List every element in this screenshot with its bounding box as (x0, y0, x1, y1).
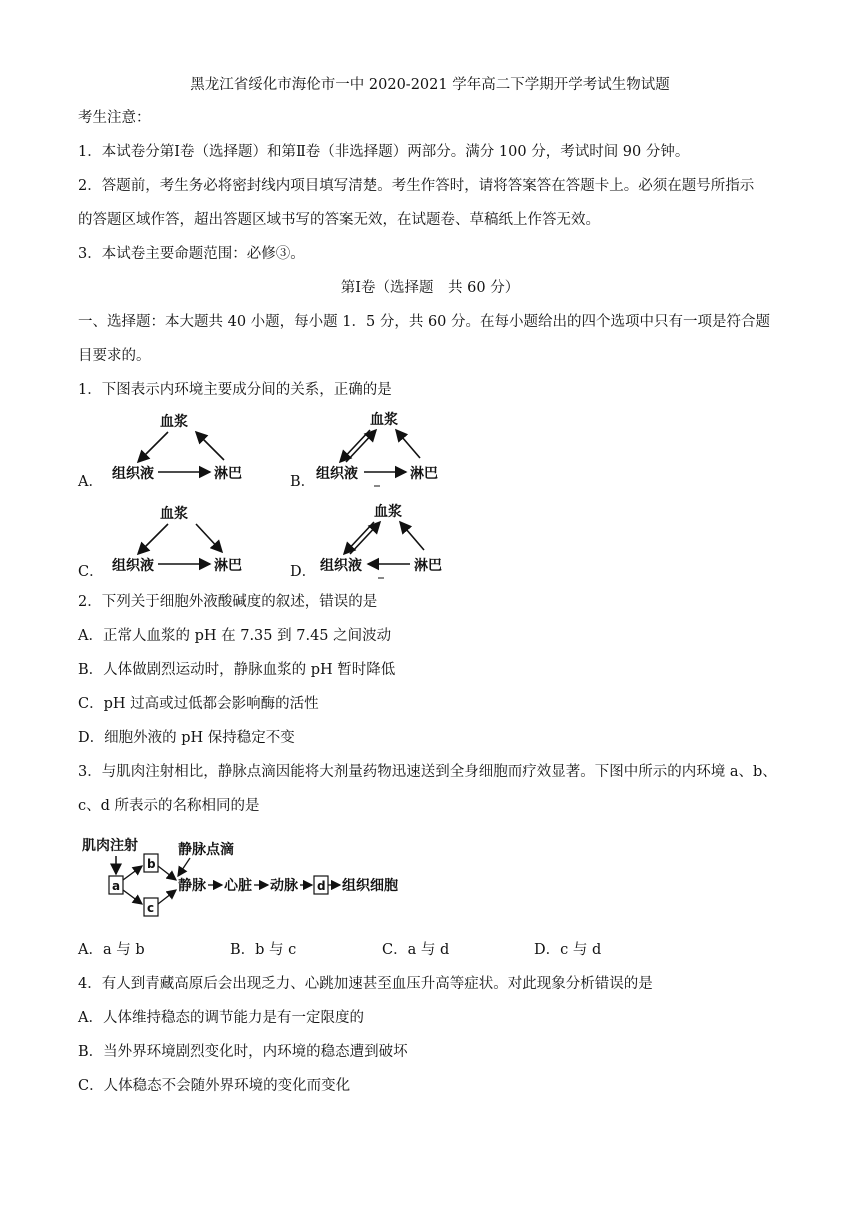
q1-diagram-c (112, 500, 252, 580)
label-vein: 静脉 (178, 878, 206, 894)
notice-item: 3．本试卷主要命题范围：必修③。 (78, 246, 305, 262)
label-injection: 肌肉注射 (82, 838, 138, 854)
q2-option-d: D．细胞外液的 pH 保持稳定不变 (78, 730, 295, 746)
label-drip: 静脉点滴 (178, 842, 234, 858)
arrow-tissue-to-plasma (350, 522, 380, 554)
label-plasma: 血浆 (160, 506, 188, 522)
q3-option-b: B．b 与 c (230, 942, 297, 958)
exam-title: 黑龙江省绥化市海伦市一中 2020-2021 学年高二下学期开学考试生物试题 (190, 77, 670, 93)
q1-diagram-a (112, 408, 252, 488)
arrow-tissue-to-plasma (346, 430, 376, 462)
label-a: a (112, 879, 121, 893)
label-lymph: 淋巴 (410, 466, 438, 482)
label-b: b (147, 857, 156, 871)
arrow-lymph-to-plasma (396, 430, 420, 458)
label-d: d (317, 879, 326, 893)
label-plasma: 血浆 (370, 412, 398, 428)
label-c: c (147, 901, 155, 915)
label-tissue: 组织液 (316, 466, 358, 482)
q3-option-d: D．c 与 d (534, 942, 602, 958)
arrow-plasma-to-tissue (138, 524, 168, 554)
q3-option-c: C．a 与 d (382, 942, 450, 958)
notice-item: 的答题区域作答，超出答题区域书写的答案无效，在试题卷、草稿纸上作答无效。 (78, 212, 600, 228)
q3-option-a: A．a 与 b (78, 942, 145, 958)
label-heart: 心脏 (224, 878, 252, 894)
q2-option-b: B．人体做剧烈运动时，静脉血浆的 pH 暂时降低 (78, 662, 396, 678)
section-title: 第Ⅰ卷（选择题 共 60 分） (340, 280, 520, 296)
arrow-lymph-to-plasma (400, 522, 424, 550)
q1-option-c-label: C． (78, 564, 104, 580)
question-1-stem: 1．下图表示内环境主要成分间的关系，正确的是 (78, 382, 392, 398)
notice-heading: 考生注意： (78, 110, 151, 126)
arrow-plasma-to-lymph (196, 524, 222, 552)
label-lymph: 淋巴 (414, 558, 442, 574)
label-artery: 动脉 (270, 878, 298, 894)
label-plasma: 血浆 (160, 414, 188, 430)
q2-option-c: C．pH 过高或过低都会影响酶的活性 (78, 696, 319, 712)
arrow-plasma-to-tissue (344, 522, 374, 554)
notice-item: 1．本试卷分第Ⅰ卷（选择题）和第Ⅱ卷（非选择题）两部分。满分 100 分，考试时间 90 分钟。 (78, 144, 690, 160)
arrow-lymph-to-plasma (196, 432, 224, 460)
label-lymph: 淋巴 (214, 466, 242, 482)
label-tissue: 组织液 (112, 466, 154, 482)
notice-item: 2．答题前，考生务必将密封线内项目填写清楚。考生作答时，请将答案答在答题卡上。必须在题号所指示 (78, 178, 755, 194)
q4-option-c: C．人体稳态不会随外界环境的变化而变化 (78, 1078, 351, 1094)
label-cells: 组织细胞 (342, 878, 398, 894)
q2-option-a: A．正常人血浆的 pH 在 7.35 到 7.45 之间波动 (78, 628, 392, 644)
arrow-plasma-to-tissue (138, 432, 168, 462)
question-3-stem: c、d 所表示的名称相同的是 (78, 798, 260, 814)
q4-option-b: B．当外界环境剧烈变化时，内环境的稳态遭到破坏 (78, 1044, 408, 1060)
label-tissue: 组织液 (112, 558, 154, 574)
q3-flow-diagram (82, 830, 412, 920)
q1-option-a-label: A． (78, 474, 103, 490)
section-instruction: 一、选择题：本大题共 40 小题，每小题 1．5 分，共 60 分。在每小题给出的四个选项中只有一项是符合题 (78, 314, 771, 330)
q1-diagram-b (316, 404, 446, 488)
q1-diagram-d (320, 496, 450, 580)
question-3-stem: 3．与肌肉注射相比，静脉点滴因能将大剂量药物迅速送到全身细胞而疗效显著。下图中所示的内环境 a、b、 (78, 764, 777, 780)
section-instruction: 目要求的。 (78, 348, 151, 364)
label-plasma: 血浆 (374, 504, 402, 520)
question-2-stem: 2．下列关于细胞外液酸碱度的叙述，错误的是 (78, 594, 378, 610)
label-lymph: 淋巴 (214, 558, 242, 574)
label-tissue: 组织液 (320, 558, 362, 574)
arrow-plasma-to-tissue (340, 430, 370, 462)
q4-option-a: A．人体维持稳态的调节能力是有一定限度的 (78, 1010, 364, 1026)
q1-option-b-label: B． (290, 474, 316, 490)
q1-option-d-label: D． (290, 564, 317, 580)
question-4-stem: 4．有人到青藏高原后会出现乏力、心跳加速甚至血压升高等症状。对此现象分析错误的是 (78, 976, 653, 992)
